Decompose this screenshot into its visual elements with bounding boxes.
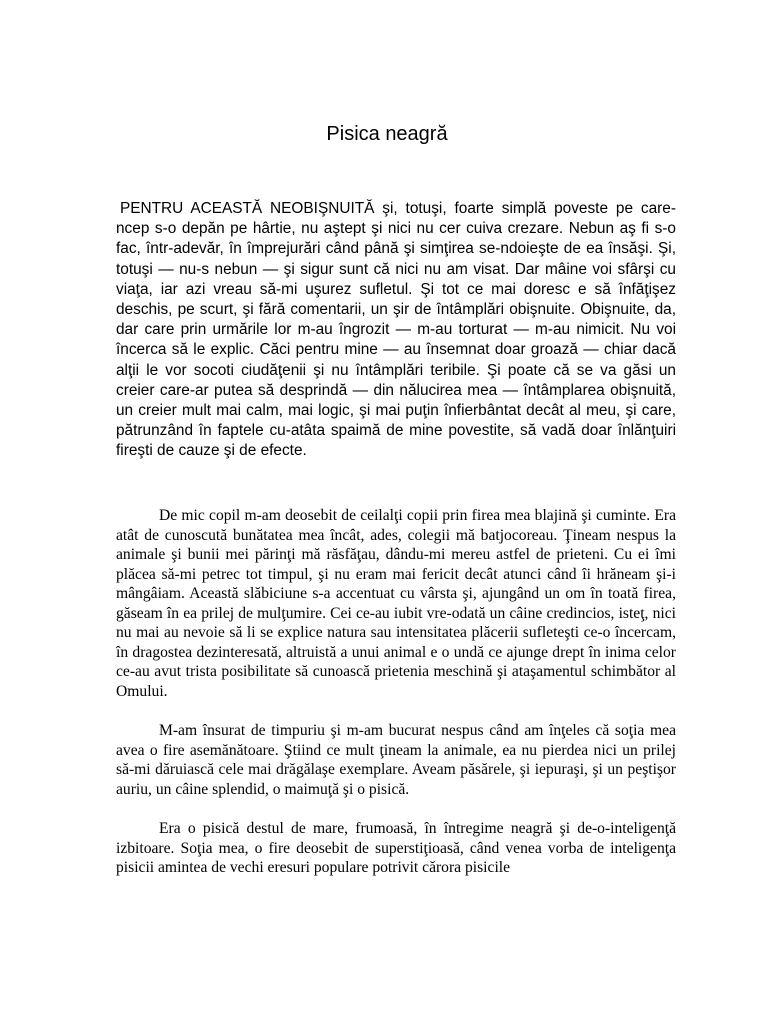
- body-paragraph-2: M-am însurat de timpuriu şi m-am bucurat nespus când am înţeles că soţia mea avea o fire asemănătoare. Ştiind ce mult ţineam la animale, ea nu pierdea nici un prilej să-mi dăruiască cele mai drăgălaşe exemplare. Aveam păsărele, şi iepuraşi, şi un peştişor auriu, un câine splendid, o maimuţă şi o pisică.: [116, 722, 676, 798]
- body-paragraph-3: Era o pisică destul de mare, frumoasă, în întregime neagră şi de-o-inteligenţă izbitoare. Soţia mea, o fire deosebit de superstiţioasă, când venea vorba de inteligenţa pisicii amintea de vechi eresuri populare potrivit cărora pisicile: [116, 820, 676, 876]
- intro-paragraph: PENTRU ACEASTĂ NEOBIŞNUITĂ şi, totuşi, foarte simplă poveste pe care-ncep s-o depăn pe hârtie, nu aştept şi nici nu cer cuiva crezare. Nebun aş fi s-o fac, într-adevăr, în împrejurări când până şi simţirea se-ndoieşte de ea însăşi. Şi, totuşi — nu-s nebun — şi sigur sunt că nici nu am visat. Dar mâine voi sfârşi cu viaţa, iar azi vreau să-mi uşurez sufletul. Şi tot ce mai doresc e să înfăţişez deschis, pe scurt, şi fără comentarii, un şir de întâmplări obişnuite. Obişnuite, da, dar care prin urmările lor m-au îngrozit — m-au torturat — m-au nimicit. Nu voi încerca să le explic. Căci pentru mine — au însemnat doar groază — chiar dacă alţii le vor socoti ciudăţenii şi nu întâmplări teribile. Şi poate că se va găsi un creier care-ar putea să desprindă — din nălucirea mea — întâmplarea obişnuită, un creier mult mai calm, mai logic, şi mai puţin înfierbântat decât al meu, şi care, pătrunzând în faptele cu-atâta spaimă de mine povestite, să vadă doar înlănţuiri fireşti de cauze şi de efecte.: [116, 200, 676, 460]
- story-title: Pisica neagră: [326, 123, 448, 145]
- body-paragraph-1: De mic copil m-am deosebit de ceilalţi copii prin firea mea blajină şi cuminte. Era atât de cunoscută bunătatea mea încât, ades, colegii mă batjocoreau. Ţineam nespus la animale şi bunii mei părinţi mă răsfăţau, dându-mi mereu astfel de prieteni. Cu ei îmi plăcea să-mi petrec tot timpul, şi nu eram mai fericit decât atunci când îi hrăneam şi-i mângâiam. Această slăbiciune s-a accentuat cu vârsta şi, ajungând un om în toată firea, găseam în ea prilej de mulţumire. Cei ce-au iubit vre-odată un câine credincios, isteţ, nici nu mai au nevoie să li se explice natura sau intensitatea plăcerii sufleteşti ce-o încercam, în dragostea dezinteresată, altruistă a unui animal e o undă ce ajunge drept în inima celor ce-au avut trista posibilitate să cunoască prietenia meschină şi ataşamentul schimbător al Omului.: [116, 507, 676, 700]
